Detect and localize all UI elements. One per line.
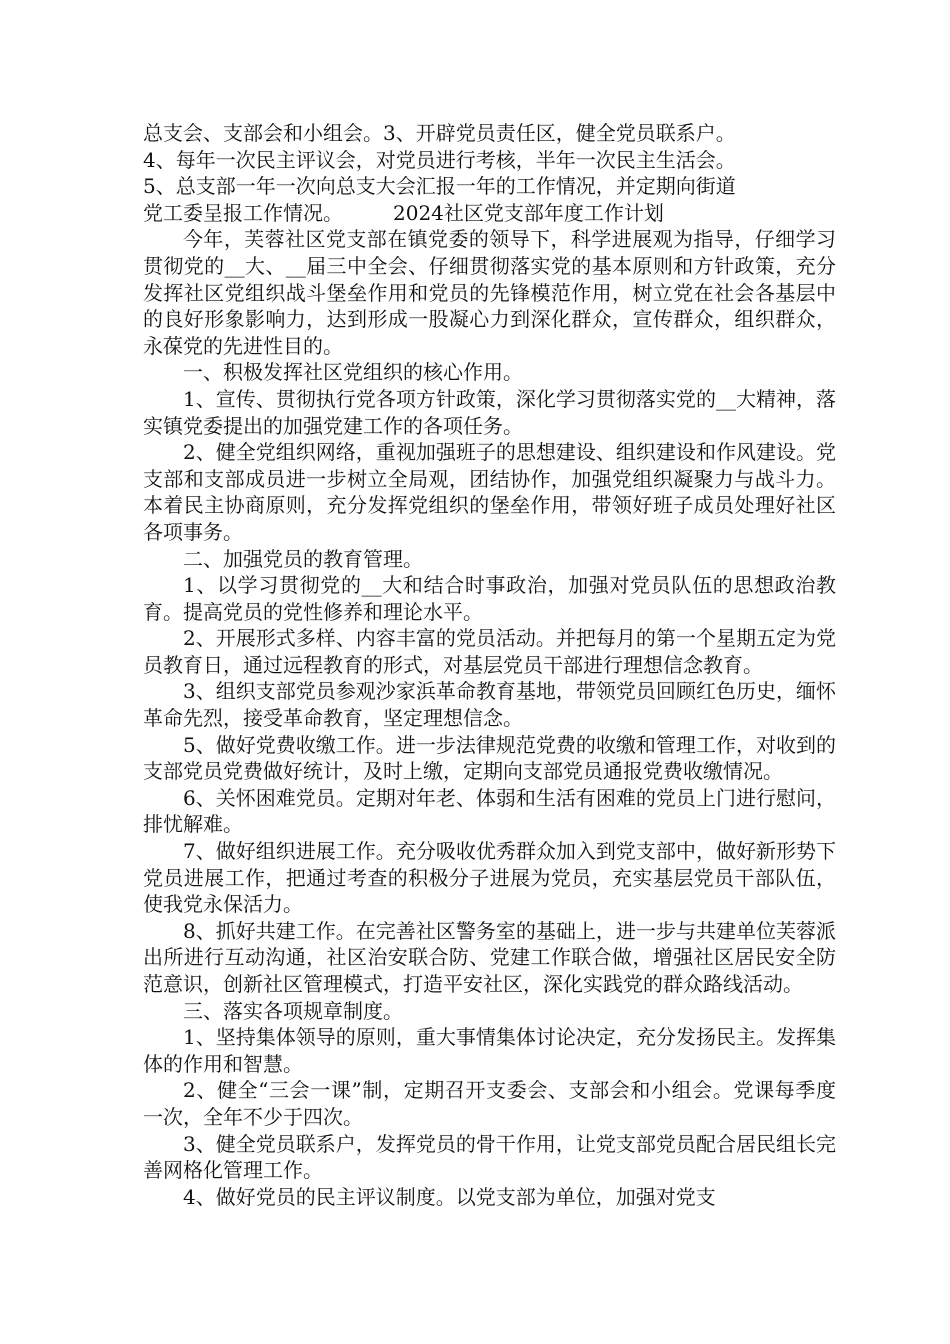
intro-last-text: 党工委呈报工作情况。	[143, 200, 343, 225]
paragraph: 2、健全“三会一课”制，定期召开支委会、支部会和小组会。党课每季度一次，全年不少于四次。	[143, 1078, 836, 1129]
paragraph: 6、关怀困难党员。定期对年老、体弱和生活有困难的党员上门进行慰问，排忧解难。	[143, 785, 836, 837]
intro-line: 5、总支部一年一次向总支大会汇报一年的工作情况，并定期向街道	[143, 174, 736, 199]
paragraph: 3、健全党员联系户，发挥党员的骨干作用，让党支部党员配合居民组长完善网格化管理工作。	[143, 1131, 836, 1183]
paragraph: 1、宣传、贯彻执行党各项方针政策，深化学习贯彻落实党的__大精神，落实镇党委提出的加强党建工作的各项任务。	[143, 386, 836, 438]
document-page	[143, 120, 836, 1210]
paragraph: 1、坚持集体领导的原则，重大事情集体讨论决定，充分发扬民主。发挥集体的作用和智慧。	[143, 1025, 836, 1076]
paragraph: 2、健全党组织网络，重视加强班子的思想建设、组织建设和作风建设。党支部和支部成员进一步树立全局观，团结协作，加强党组织凝聚力与战斗力。本着民主协商原则，充分发挥党组织的堡垒作用，带领好班子成员处理好社区各项事务。	[143, 440, 836, 544]
section-heading: 二、加强党员的教育管理。	[183, 546, 423, 571]
paragraph: 7、做好组织进展工作。充分吸收优秀群众加入到党支部中，做好新形势下党员进展工作，把通过考查的积极分子进展为党员，充实基层党员干部队伍，使我党永保活力。	[143, 839, 836, 917]
paragraph: 3、组织支部党员参观沙家浜革命教育基地，带领党员回顾红色历史，缅怀革命先烈，接受革命教育，坚定理想信念。	[143, 679, 836, 731]
section-heading: 三、落实各项规章制度。	[183, 998, 403, 1023]
intro-last-line	[143, 200, 836, 227]
paragraph: 5、做好党费收缴工作。进一步法律规范党费的收缴和管理工作，对收到的支部党员党费做好统计，及时上缴，定期向支部党员通报党费收缴情况。	[143, 732, 836, 784]
paragraph: 1、以学习贯彻党的__大和结合时事政治，加强对党员队伍的思想政治教育。提高党员的党性修养和理论水平。	[143, 573, 836, 624]
paragraph: 2、开展形式多样、内容丰富的党员活动。并把每月的第一个星期五定为党员教育日，通过远程教育的形式，对基层党员干部进行理想信念教育。	[143, 626, 836, 677]
plan-title: 2024社区党支部年度工作计划	[393, 200, 664, 225]
section-heading: 一、积极发挥社区党组织的核心作用。	[183, 360, 523, 385]
paragraph: 8、抓好共建工作。在完善社区警务室的基础上，进一步与共建单位芙蓉派出所进行互动沟通，社区治安联合防、党建工作联合做，增强社区居民安全防范意识，创新社区管理模式，打造平安社区，深化实践党的群众路线活动。	[143, 918, 836, 996]
paragraph: 今年，芙蓉社区党支部在镇党委的领导下，科学进展观为指导，仔细学习贯彻党的__大、__届三中全会、仔细贯彻落实党的基本原则和方针政策，充分发挥社区党组织战斗堡垒作用和党员的先锋模范作用，树立党在社会各基层中的良好形象影响力，达到形成一股凝心力到深化群众，宣传群众，组织群众，永葆党的先进性目的。	[143, 227, 836, 358]
paragraph: 4、做好党员的民主评议制度。以党支部为单位，加强对党支	[183, 1184, 716, 1209]
intro-line: 总支会、支部会和小组会。3、开辟党员责任区，健全党员联系户。	[143, 121, 736, 145]
intro-line: 4、每年一次民主评议会，对党员进行考核，半年一次民主生活会。	[143, 147, 736, 172]
